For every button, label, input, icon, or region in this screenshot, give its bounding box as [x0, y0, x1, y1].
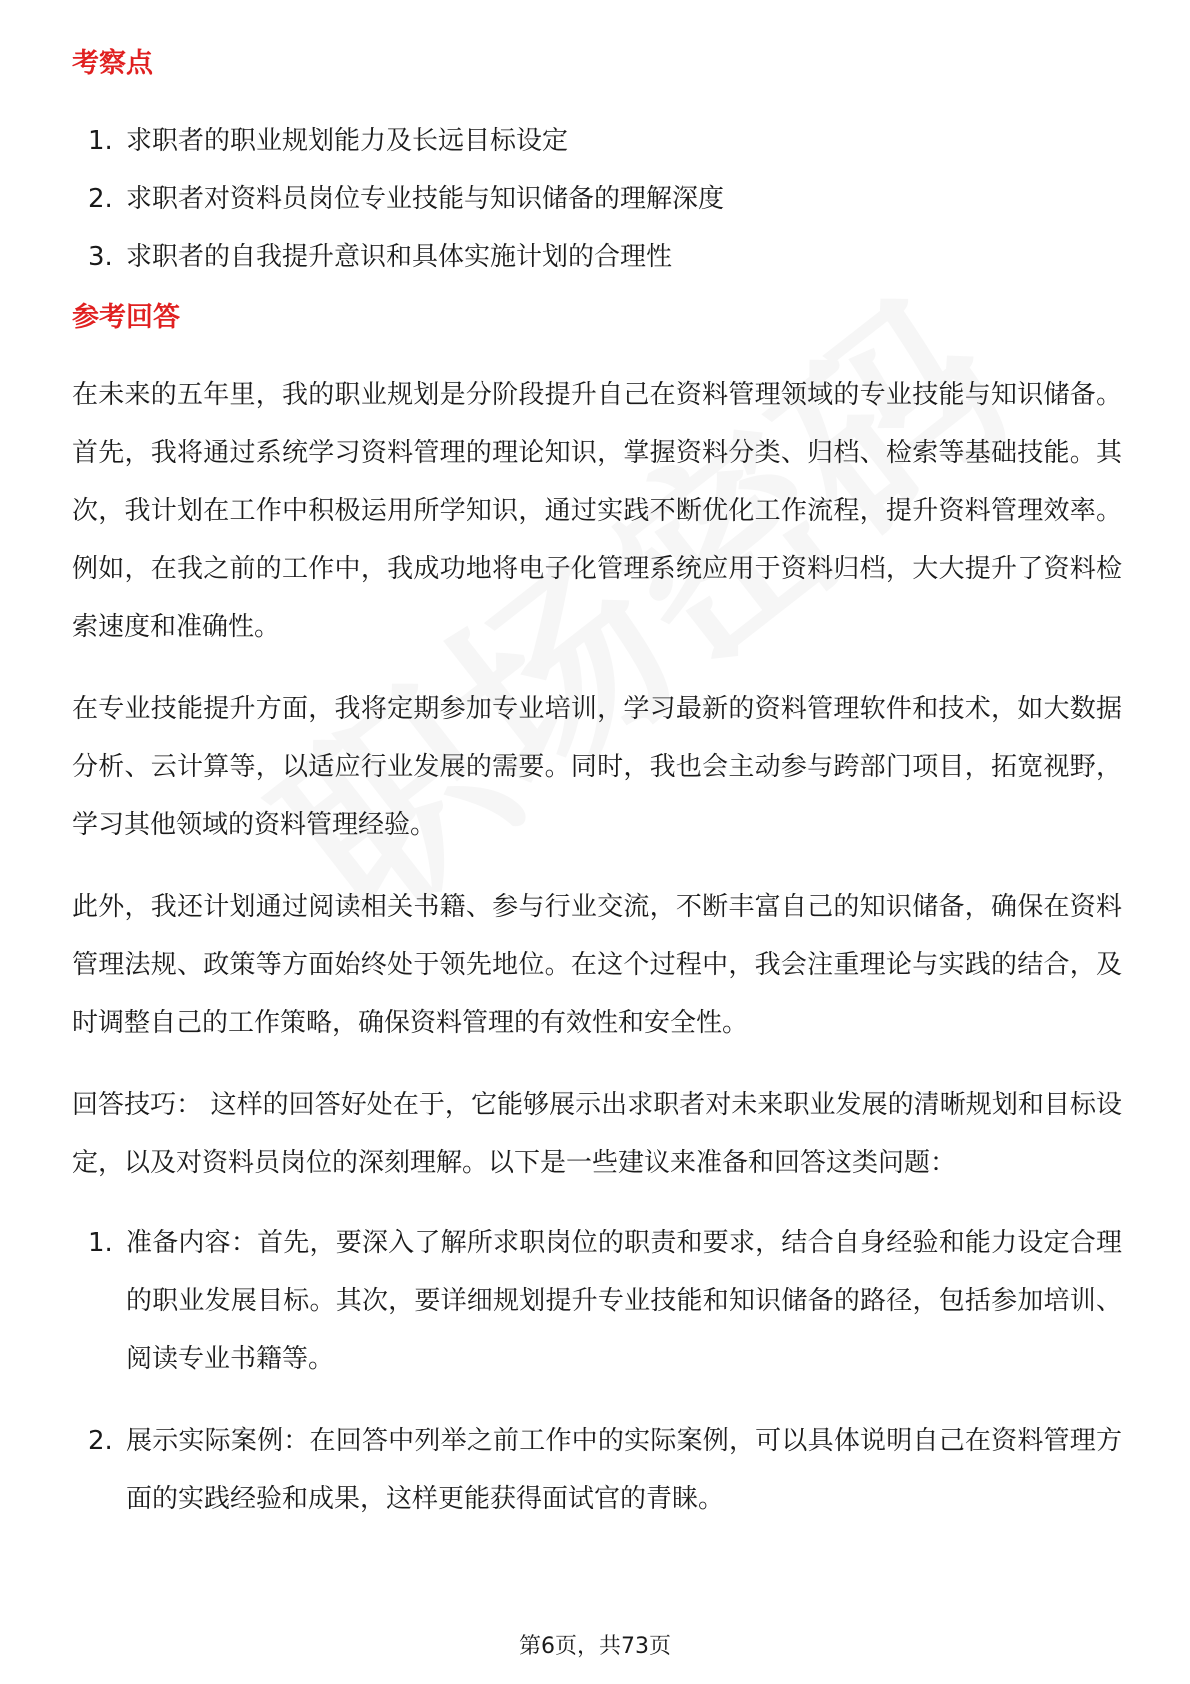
- page-content: [72, 44, 1122, 1552]
- answer-paragraph-3: 此外，我还计划通过阅读相关书籍、参与行业交流，不断丰富自己的知识储备，确保在资料管理法规、政策等方面始终处于领先地位。在这个过程中，我会注重理论与实践的结合，及时调整自己的工作策略，确保资料管理的有效性和安全性。: [72, 892, 1122, 1038]
- section-title-reference-answer: 参考回答: [72, 302, 180, 333]
- section-title-exam-points: 考察点: [72, 48, 153, 79]
- answer-paragraph-1: 在未来的五年里，我的职业规划是分阶段提升自己在资料管理领域的专业技能与知识储备。首先，我将通过系统学习资料管理的理论知识，掌握资料分类、归档、检索等基础技能。其次，我计划在工作中积极运用所学知识，通过实践不断优化工作流程，提升资料管理效率。例如，在我之前的工作中，我成功地将电子化管理系统应用于资料归档，大大提升了资料检索速度和准确性。: [72, 380, 1122, 642]
- answer-tip-intro: 回答技巧： 这样的回答好处在于，它能够展示出求职者对未来职业发展的清晰规划和目标设定，以及对资料员岗位的深刻理解。以下是一些建议来准备和回答这类问题：: [72, 1090, 1122, 1178]
- answer-paragraph-2: 在专业技能提升方面，我将定期参加专业培训，学习最新的资料管理软件和技术，如大数据分析、云计算等，以适应行业发展的需要。同时，我也会主动参与跨部门项目，拓宽视野，学习其他领域的资料管理经验。: [72, 694, 1122, 840]
- list-item: 1. 求职者的职业规划能力及长远目标设定: [88, 126, 569, 156]
- page-number: 第6页，共73页: [519, 1634, 671, 1659]
- exam-points-list: [72, 112, 1122, 286]
- list-item: 1. 准备内容：首先，要深入了解所求职岗位的职责和要求，结合自身经验和能力设定合理的职业发展目标。其次，要详细规划提升专业技能和知识储备的路径，包括参加培训、阅读专业书籍等。: [88, 1228, 1122, 1374]
- list-item: 2. 展示实际案例：在回答中列举之前工作中的实际案例，可以具体说明自己在资料管理方面的实践经验和成果，这样更能获得面试官的青睐。: [88, 1426, 1122, 1514]
- list-item: 3. 求职者的自我提升意识和具体实施计划的合理性: [88, 242, 673, 272]
- tips-list: [72, 1214, 1122, 1528]
- list-item: 2. 求职者对资料员岗位专业技能与知识储备的理解深度: [88, 184, 725, 214]
